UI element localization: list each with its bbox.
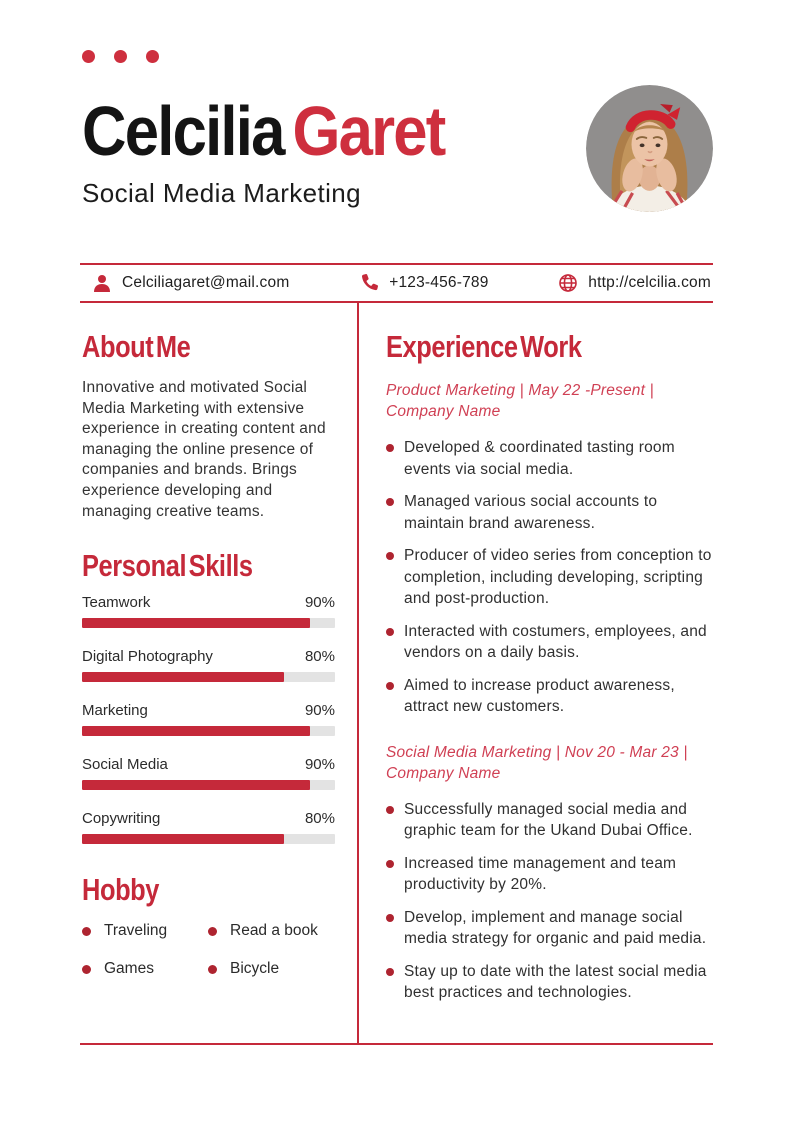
skill-bar-fill: [82, 834, 284, 844]
skill-row: [82, 702, 335, 736]
contact-email-text: Celciliagaret@mail.com: [122, 274, 290, 291]
job-bullet: [386, 437, 713, 480]
last-name: Garet: [292, 92, 445, 170]
job-bullet-text: Successfully managed social media and graphic team for the Ukand Dubai Office.: [404, 800, 693, 839]
decorative-dots: [82, 50, 793, 63]
bullet-dot: [82, 965, 91, 974]
bullet-dot: [386, 444, 394, 452]
contact-website[interactable]: [558, 273, 711, 293]
experience-work-title: Experience Work: [386, 329, 582, 364]
job-bullet: [386, 545, 713, 610]
globe-icon: [558, 273, 578, 293]
bullet-dot: [386, 806, 394, 814]
job-entry: [386, 380, 713, 718]
job-bullet: [386, 621, 713, 664]
hobby-list: [82, 922, 335, 978]
job-bullet: [386, 799, 713, 842]
job-bullet-text: Stay up to date with the latest social media best practices and technologies.: [404, 962, 707, 1001]
job-bullet: [386, 907, 713, 950]
job-bullet: [386, 491, 713, 534]
bullet-dot: [208, 927, 217, 936]
skill-bar-track: [82, 618, 335, 628]
skill-bar-fill: [82, 618, 310, 628]
hobby-label: Games: [104, 960, 154, 978]
job-bullet: [386, 961, 713, 1004]
skill-percent: 90%: [304, 756, 335, 774]
bullet-dot: [386, 552, 394, 560]
profile-photo-illustration: [586, 85, 713, 212]
job-heading: Social Media Marketing | Nov 20 - Mar 23 | Company Name: [386, 743, 688, 782]
hobby-item: [208, 922, 335, 940]
job-title-subtitle: Social Media Marketing: [82, 178, 362, 208]
personal-skills-title: Personal Skills: [82, 548, 253, 584]
skill-row: [82, 756, 335, 790]
hobby-title: Hobby: [82, 872, 160, 908]
skill-label: Copywriting: [82, 810, 161, 828]
bullet-dot: [386, 682, 394, 690]
about-me-text: Innovative and motivated Social Media Marketing with extensive experience in creating content and managing the online presence of companies and brands. Brings experience developing and managing creative teams.: [82, 379, 326, 520]
skill-bar-track: [82, 672, 335, 682]
phone-icon: [359, 273, 379, 293]
header: [82, 85, 713, 212]
skill-label: Marketing: [82, 702, 148, 720]
bullet-dot: [386, 914, 394, 922]
job-bullet: [386, 853, 713, 896]
contact-phone-text: +123-456-789: [389, 274, 489, 291]
first-name: Celcilia: [82, 92, 284, 170]
bullet-dot: [386, 628, 394, 636]
job-bullet-text: Increased time management and team productivity by 20%.: [404, 854, 677, 893]
bullet-dot: [82, 927, 91, 936]
job-bullet-list: [386, 437, 713, 718]
job-bullet-list: [386, 799, 713, 1004]
right-column: [357, 303, 713, 1043]
person-name: [82, 92, 445, 170]
skill-bar-fill: [82, 780, 310, 790]
name-block: [82, 85, 494, 209]
skills-list: [82, 594, 335, 844]
bullet-dot: [386, 968, 394, 976]
hobby-label: Bicycle: [230, 960, 280, 978]
decorative-dot: [114, 50, 127, 63]
skill-label: Digital Photography: [82, 648, 213, 666]
job-bullet-text: Aimed to increase product awareness, attract new customers.: [404, 676, 675, 715]
skill-bar-track: [82, 780, 335, 790]
person-icon: [92, 273, 112, 293]
bullet-dot: [386, 860, 394, 868]
content-columns: [80, 303, 713, 1045]
contact-phone[interactable]: [359, 273, 488, 293]
bullet-dot: [208, 965, 217, 974]
about-me-title: About Me: [82, 329, 191, 364]
skill-percent: 80%: [304, 648, 335, 666]
contact-bar: [80, 263, 713, 303]
skill-percent: 80%: [304, 810, 335, 828]
skill-percent: 90%: [304, 702, 335, 720]
skill-row: [82, 594, 335, 628]
bullet-dot: [386, 498, 394, 506]
job-bullet: [386, 675, 713, 718]
job-heading: Product Marketing | May 22 -Present | Company Name: [386, 382, 654, 420]
job-entry: [386, 742, 713, 1004]
left-column: [80, 303, 357, 1043]
skill-bar-track: [82, 834, 335, 844]
hobby-label: Read a book: [230, 922, 318, 940]
contact-website-text: http://celcilia.com: [588, 274, 711, 291]
hobby-item: [208, 960, 335, 978]
skill-percent: 90%: [304, 594, 335, 612]
skill-label: Teamwork: [82, 594, 151, 612]
hobby-label: Traveling: [104, 922, 168, 940]
decorative-dot: [146, 50, 159, 63]
job-bullet-text: Managed various social accounts to maintain brand awareness.: [404, 493, 658, 532]
skill-row: [82, 810, 335, 844]
skill-label: Social Media: [82, 756, 168, 774]
profile-photo: [586, 85, 713, 212]
skill-bar-fill: [82, 672, 284, 682]
decorative-dot: [82, 50, 95, 63]
hobby-item: [82, 922, 208, 940]
skill-row: [82, 648, 335, 682]
job-bullet-text: Interacted with costumers, employees, and vendors on a daily basis.: [404, 622, 707, 661]
skill-bar-track: [82, 726, 335, 736]
job-bullet-text: Producer of video series from conception to completion, including developing, scripting and post-production.: [404, 547, 712, 607]
skill-bar-fill: [82, 726, 310, 736]
contact-email[interactable]: [92, 273, 289, 293]
job-bullet-text: Developed & coordinated tasting room events via social media.: [404, 439, 675, 478]
hobby-item: [82, 960, 208, 978]
job-bullet-text: Develop, implement and manage social media strategy for organic and paid media.: [404, 908, 707, 947]
